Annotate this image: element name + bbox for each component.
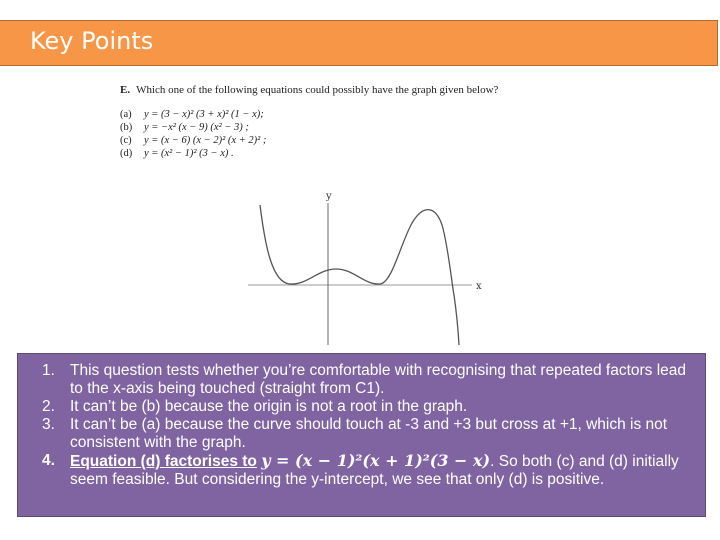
option-c <box>120 134 620 147</box>
point-rest: . So both (c) and (d) initially seem feasible. But considering the y-intercept, we see that only (d) is positive. <box>70 453 679 488</box>
point-number: 4. <box>42 452 55 469</box>
option-equation: y = (3 − x)² (3 + x)² (1 − x); <box>144 109 264 120</box>
option-label: (d) <box>120 148 133 159</box>
answer-box <box>17 353 706 517</box>
point-number: 2. <box>42 398 55 415</box>
option-label: (a) <box>120 109 132 120</box>
point-lead: Equation (d) factorises to <box>70 453 257 470</box>
point-number: 3. <box>42 416 55 433</box>
point-text: This question tests whether you’re comfortable with recognising that repeated factors lead to the x-axis being touched (straight from C1). <box>70 362 687 397</box>
slide-title: Key Points <box>30 27 154 55</box>
curve <box>260 205 459 345</box>
option-equation: y = (x² − 1)² (3 − x) . <box>144 148 234 159</box>
question-text: Which one of the following equations could possibly have the graph given below? <box>136 84 499 96</box>
question-header <box>120 84 620 96</box>
option-a <box>120 108 620 121</box>
point-4 <box>42 452 687 489</box>
option-b <box>120 121 620 134</box>
point-2 <box>42 398 687 416</box>
point-text: It can’t be (a) because the curve should touch at -3 and +3 but cross at +1, which is not consistent with the graph. <box>70 416 668 451</box>
option-equation: y = −x² (x − 9) (x² − 3) ; <box>144 122 249 133</box>
point-1 <box>42 362 687 398</box>
option-label: (c) <box>120 135 132 146</box>
question-letter: E. <box>120 84 131 96</box>
option-d <box>120 147 620 160</box>
point-text: It can’t be (b) because the origin is not a root in the graph. <box>70 398 468 415</box>
point-text <box>70 452 687 489</box>
option-equation: y = (x − 6) (x − 2)² (x + 2)² ; <box>144 135 267 146</box>
y-axis-label: y <box>326 191 332 202</box>
factorised-equation: y = (x − 1)²(x + 1)²(3 − x) <box>261 451 491 470</box>
x-axis-label: x <box>476 281 482 292</box>
key-points-list <box>42 362 687 489</box>
title-bar <box>0 20 718 66</box>
function-graph <box>240 185 500 350</box>
option-label: (b) <box>120 122 133 133</box>
point-number: 1. <box>42 362 55 379</box>
options-list <box>120 108 620 160</box>
point-3 <box>42 416 687 452</box>
question-block <box>120 84 620 160</box>
